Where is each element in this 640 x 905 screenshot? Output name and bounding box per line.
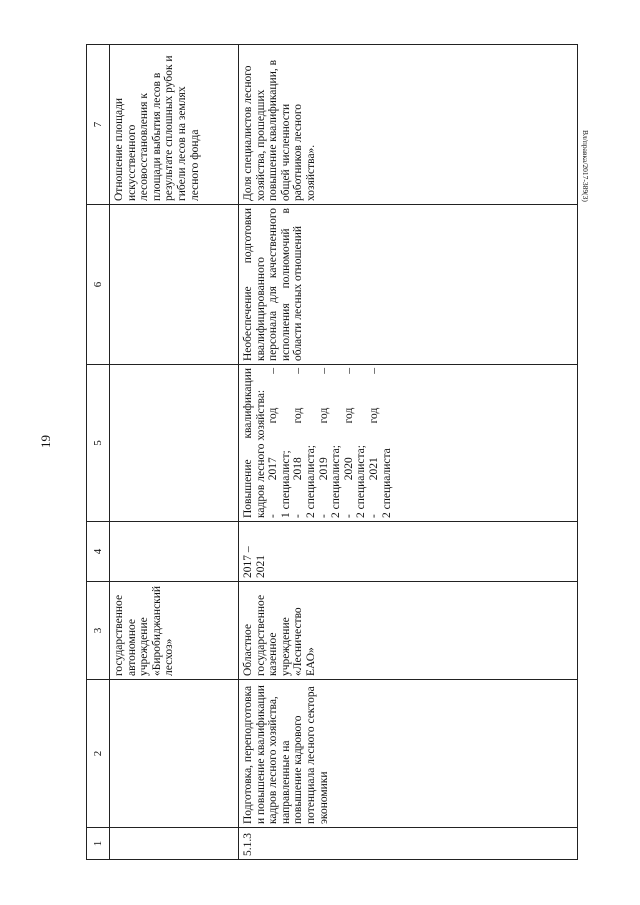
measure-number: 5.1.3	[239, 828, 578, 860]
cell-empty	[110, 828, 239, 860]
schedule-count: 2 специалиста	[380, 448, 393, 518]
measure-name: Подготовка, переподготовка и повышение квалификации кадров лесного хозяйства, направленные на повышение кадрового потенциала лесного сектора экономики	[239, 680, 578, 828]
year: 2018	[292, 457, 305, 481]
schedule-year	[368, 368, 381, 518]
dash: -	[267, 514, 280, 518]
header-cell: 3	[87, 582, 110, 680]
unit: год	[342, 407, 355, 424]
schedule-year	[318, 368, 331, 518]
executor-cell: Областное государственное казенное учреждение «Лесничество ЕАО»	[239, 582, 578, 680]
unit: год	[267, 407, 280, 424]
page-number: 19	[38, 435, 53, 448]
dash: -	[367, 514, 380, 518]
cell-empty	[110, 205, 239, 365]
consequence-cell: Необеспечение подготовки квалифицированного персонала для качественного исполнения полномочий в области лесных отношений	[239, 205, 578, 365]
dash-end: –	[267, 368, 280, 374]
cell-empty	[110, 522, 239, 582]
cell-empty	[110, 680, 239, 828]
header-cell: 6	[87, 205, 110, 365]
header-cell: 7	[87, 45, 110, 205]
expected-result-cell	[239, 365, 578, 522]
year: 2017	[267, 457, 280, 481]
dash-end: –	[292, 368, 305, 374]
schedule-year	[343, 368, 356, 518]
dash-end: –	[367, 368, 380, 374]
document-stamp: Вл/правка/2017-389(3)	[581, 130, 590, 202]
indicator-cell: Отношение площади искусственного лесовосстановления к площади выбытия лесов в результате сплошных рубок и гибели лесов на землях лесного фонда	[110, 45, 239, 205]
schedule-count: 1 специалист;	[279, 450, 292, 518]
schedule-count: 2 специалиста;	[304, 445, 317, 518]
dash: -	[292, 514, 305, 518]
schedule-year	[267, 368, 280, 518]
schedule-year	[292, 368, 305, 518]
dash-end: –	[317, 368, 330, 374]
year: 2019	[317, 457, 330, 481]
header-cell: 5	[87, 365, 110, 522]
cell-empty	[110, 365, 239, 522]
table-row	[110, 45, 239, 860]
year: 2020	[342, 457, 355, 481]
dash: -	[342, 514, 355, 518]
header-cell: 1	[87, 828, 110, 860]
year: 2021	[367, 457, 380, 481]
indicator-cell: Доля специалистов лесного хозяйства, прошедших повышение квалификации, в общей численности работников лесного хозяйства».	[239, 45, 578, 205]
dash-end: –	[342, 368, 355, 374]
header-cell: 4	[87, 522, 110, 582]
table-header-row	[87, 45, 110, 860]
unit: год	[317, 407, 330, 424]
header-cell: 2	[87, 680, 110, 828]
program-measures-table	[86, 44, 578, 860]
unit: год	[292, 407, 305, 424]
period-cell: 2017 – 2021	[239, 522, 578, 582]
result-intro: Повышение квалификации кадров лесного хозяйства:	[242, 368, 267, 518]
dash: -	[317, 514, 330, 518]
rotated-table-wrapper	[86, 45, 578, 860]
table-row	[239, 45, 578, 860]
executor-cell: государственное автономное учреждение «Биробиджанский лесхоз»	[110, 582, 239, 680]
schedule-count: 2 специалиста;	[330, 445, 343, 518]
unit: год	[367, 407, 380, 424]
schedule-count: 2 специалиста;	[355, 445, 368, 518]
